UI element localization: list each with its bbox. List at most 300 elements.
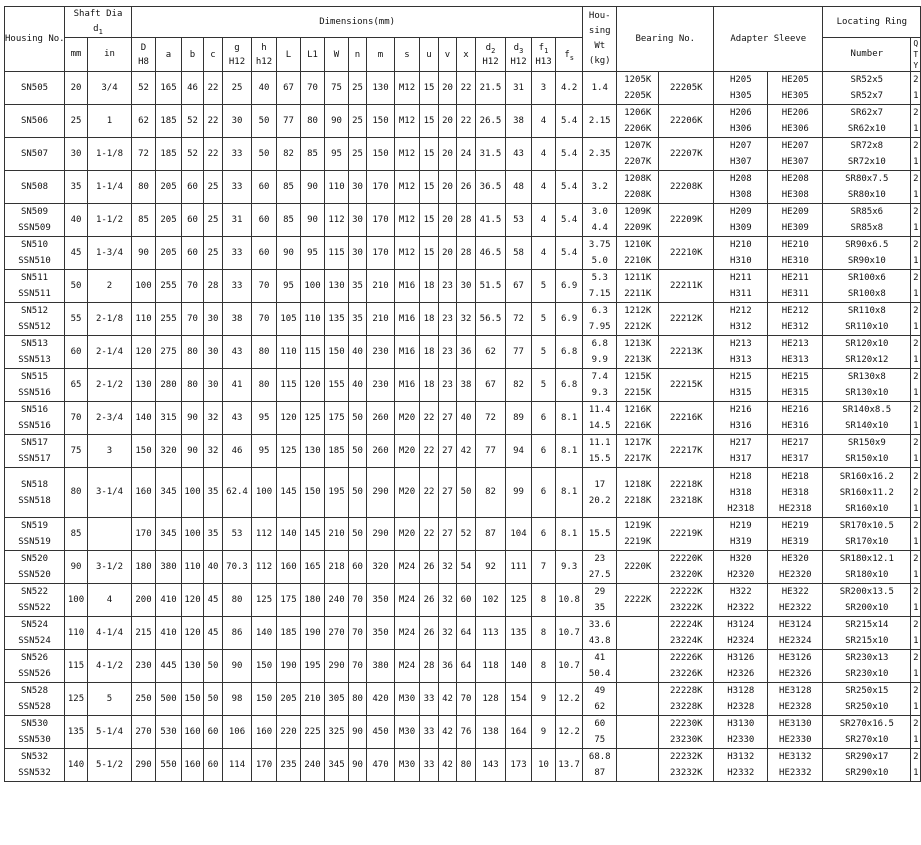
shaft-mm-cell: 75	[65, 435, 88, 468]
table-row	[5, 468, 921, 518]
shaft-in-cell: 2-3/4	[88, 402, 132, 435]
dim-cell: 130	[132, 369, 156, 402]
dim-cell: 45	[204, 617, 223, 650]
housing-cell: SN515 SSN516	[5, 369, 65, 402]
dim-cell: 10.7	[556, 617, 583, 650]
shaft-mm-cell: 135	[65, 716, 88, 749]
dim-cell: 445	[156, 650, 182, 683]
table-row	[5, 584, 921, 617]
bearing-no-cell: 1211K 2211K	[617, 270, 659, 303]
dim-cell: 20	[439, 105, 457, 138]
dim-cell: 90	[301, 204, 325, 237]
dim-cell: 210	[367, 270, 395, 303]
bearing-no-cell: 22220K 23220K	[659, 551, 714, 584]
dim-cell: 118	[476, 650, 506, 683]
shaft-in-cell: 5	[88, 683, 132, 716]
dim-cell: 26.5	[476, 105, 506, 138]
bearing-no-cell: 22217K	[659, 435, 714, 468]
dim-cell: 50	[349, 518, 367, 551]
dim-cell: 155	[325, 369, 349, 402]
shaft-in-cell: 4-1/4	[88, 617, 132, 650]
dim-cell: 10	[532, 749, 556, 782]
dim-cell: 82	[277, 138, 301, 171]
dim-cell: 135	[506, 617, 532, 650]
dim-cell: 30	[204, 369, 223, 402]
housing-weight-cell: 60 75	[583, 716, 617, 749]
dim-cell: 140	[506, 650, 532, 683]
dim-cell: 67	[506, 270, 532, 303]
dim-cell: M30	[395, 749, 420, 782]
dim-cell: 70	[349, 584, 367, 617]
dim-header-3: c	[204, 38, 223, 72]
dim-cell: M24	[395, 617, 420, 650]
dim-cell: 410	[156, 617, 182, 650]
dim-cell: 9	[532, 716, 556, 749]
bearing-no-cell	[617, 716, 659, 749]
qty-cell: 2 1	[911, 617, 921, 650]
dim-cell: 325	[325, 716, 349, 749]
dim-cell: 70	[349, 650, 367, 683]
dim-cell: M12	[395, 171, 420, 204]
dim-cell: 110	[182, 551, 204, 584]
dim-cell: 27	[439, 402, 457, 435]
dim-cell: 255	[156, 303, 182, 336]
housing-weight-cell: 11.1 15.5	[583, 435, 617, 468]
dim-cell: 6	[532, 435, 556, 468]
dim-cell: 36	[457, 336, 476, 369]
shaft-mm-cell: 25	[65, 105, 88, 138]
dim-header-17: $f_1$ H13	[532, 38, 556, 72]
dim-cell: 10.8	[556, 584, 583, 617]
dim-cell: M20	[395, 518, 420, 551]
dim-cell: 160	[182, 716, 204, 749]
dim-cell: 33	[420, 716, 439, 749]
housing-weight-cell: 29 35	[583, 584, 617, 617]
dim-cell: 82	[476, 468, 506, 518]
dim-cell: 8	[532, 584, 556, 617]
dim-cell: 345	[156, 468, 182, 518]
table-header	[5, 7, 921, 72]
shaft-mm-cell: 30	[65, 138, 88, 171]
bearing-no-cell: 22212K	[659, 303, 714, 336]
dim-cell: 290	[325, 650, 349, 683]
dim-cell: 8.1	[556, 435, 583, 468]
dim-cell: 32	[457, 303, 476, 336]
dim-cell: 12.2	[556, 683, 583, 716]
dim-cell: 135	[325, 303, 349, 336]
dim-cell: 145	[301, 518, 325, 551]
adapter-sleeve-cell: H3128 H2328	[714, 683, 768, 716]
dim-cell: 22	[204, 138, 223, 171]
bearing-no-cell: 22228K 23228K	[659, 683, 714, 716]
dim-cell: 18	[420, 369, 439, 402]
dim-cell: 190	[277, 650, 301, 683]
dim-cell: M12	[395, 72, 420, 105]
dim-cell: 225	[301, 716, 325, 749]
dim-cell: 4	[532, 237, 556, 270]
dim-cell: 15	[420, 237, 439, 270]
dim-cell: 150	[182, 683, 204, 716]
qty-cell: 2 1	[911, 683, 921, 716]
adapter-sleeve-cell: H209 H309	[714, 204, 768, 237]
dim-cell: 21.5	[476, 72, 506, 105]
bearing-no-cell: 22232K 23232K	[659, 749, 714, 782]
dim-header-10: m	[367, 38, 395, 72]
housing-weight-cell: 2.15	[583, 105, 617, 138]
table-row	[5, 369, 921, 402]
qty-cell: 2 1	[911, 584, 921, 617]
dim-cell: 100	[182, 518, 204, 551]
dim-cell: 125	[252, 584, 277, 617]
dim-cell: 170	[367, 171, 395, 204]
adapter-sleeve-cell: H216 H316	[714, 402, 768, 435]
dim-cell: 205	[156, 204, 182, 237]
dim-cell: 15	[420, 204, 439, 237]
qty-cell: 2 1	[911, 303, 921, 336]
adapter-sleeve-cell: H215 H315	[714, 369, 768, 402]
dim-cell: 290	[367, 468, 395, 518]
dim-cell: 43	[223, 336, 252, 369]
dim-cell: 60	[182, 171, 204, 204]
dim-cell: 9.3	[556, 551, 583, 584]
housing-weight-cell: 23 27.5	[583, 551, 617, 584]
dim-cell: 32	[439, 617, 457, 650]
dim-cell: 60	[204, 716, 223, 749]
dim-cell: 150	[301, 468, 325, 518]
dim-cell: 27	[439, 435, 457, 468]
dim-cell: 113	[476, 617, 506, 650]
dim-cell: M16	[395, 270, 420, 303]
dim-cell: 15	[420, 138, 439, 171]
dim-cell: 22	[457, 105, 476, 138]
dim-cell: 95	[252, 402, 277, 435]
bearing-no-cell: 1212K 2212K	[617, 303, 659, 336]
dim-cell: 67	[277, 72, 301, 105]
dim-cell: 89	[506, 402, 532, 435]
dim-cell: 120	[277, 402, 301, 435]
dim-cell: 100	[252, 468, 277, 518]
dim-cell: 20	[439, 72, 457, 105]
dim-cell: 70	[182, 303, 204, 336]
bearing-no-cell: 22222K 23222K	[659, 584, 714, 617]
dim-cell: 38	[223, 303, 252, 336]
shaft-mm-cell: 40	[65, 204, 88, 237]
bearing-no-cell: 22218K 23218K	[659, 468, 714, 518]
dim-cell: 40	[457, 402, 476, 435]
bearing-no-cell: 1207K 2207K	[617, 138, 659, 171]
dim-cell: 22	[204, 72, 223, 105]
housing-cell: SN532 SSN532	[5, 749, 65, 782]
qty-cell: 2 1	[911, 171, 921, 204]
dim-cell: 60	[204, 749, 223, 782]
dim-cell: 110	[132, 303, 156, 336]
dim-cell: 170	[252, 749, 277, 782]
adapter-sleeve-cell: H219 H319	[714, 518, 768, 551]
dim-header-15: $d_2$ H12	[476, 38, 506, 72]
table-row	[5, 303, 921, 336]
shaft-in-cell: 1-1/4	[88, 171, 132, 204]
dim-cell: 77	[476, 435, 506, 468]
housing-weight-cell: 68.8 87	[583, 749, 617, 782]
dim-cell: 180	[132, 551, 156, 584]
dim-cell: 4.2	[556, 72, 583, 105]
dim-cell: 114	[223, 749, 252, 782]
qty-cell: 2 1	[911, 435, 921, 468]
dim-cell: 48	[506, 171, 532, 204]
qty-cell: 2 1	[911, 105, 921, 138]
dim-cell: 28	[457, 237, 476, 270]
dim-cell: 22	[420, 518, 439, 551]
adapter-sleeve-cell: HE206 HE306	[768, 105, 823, 138]
adapter-sleeve-cell: HE211 HE311	[768, 270, 823, 303]
housing-cell: SN517 SSN517	[5, 435, 65, 468]
dim-cell: 50	[457, 468, 476, 518]
dim-cell: 50	[252, 105, 277, 138]
locating-ring-cell: SR90x6.5 SR90x10	[823, 237, 911, 270]
dim-cell: 154	[506, 683, 532, 716]
dim-cell: 160	[277, 551, 301, 584]
dim-cell: 52	[457, 518, 476, 551]
table-body	[5, 72, 921, 782]
dim-cell: 33	[223, 138, 252, 171]
shaft-in-cell: 2-1/8	[88, 303, 132, 336]
dim-cell: 60	[457, 584, 476, 617]
dim-cell: 210	[367, 303, 395, 336]
housing-header: Housing No.	[5, 7, 65, 72]
dim-header-13: v	[439, 38, 457, 72]
dim-cell: 90	[325, 105, 349, 138]
adapter-sleeve-cell: H3126 H2326	[714, 650, 768, 683]
dim-cell: 52	[182, 105, 204, 138]
adapter-sleeve-cell: HE3132 HE2332	[768, 749, 823, 782]
dim-cell: M16	[395, 303, 420, 336]
dim-cell: 60	[349, 551, 367, 584]
adapter-sleeve-cell: HE219 HE319	[768, 518, 823, 551]
dim-cell: 290	[132, 749, 156, 782]
dim-cell: M20	[395, 402, 420, 435]
adapter-sleeve-cell: H210 H310	[714, 237, 768, 270]
dim-cell: 530	[156, 716, 182, 749]
dim-cell: 54	[457, 551, 476, 584]
qty-header: QTY	[911, 38, 921, 72]
dim-cell: 195	[301, 650, 325, 683]
dim-cell: 112	[252, 518, 277, 551]
bearing-no-cell: 22230K 23230K	[659, 716, 714, 749]
shaft-in-cell: 1-1/2	[88, 204, 132, 237]
dim-cell: 42	[439, 716, 457, 749]
dim-cell: 18	[420, 336, 439, 369]
locating-ring-cell: SR270x16.5 SR270x10	[823, 716, 911, 749]
dim-cell: 53	[223, 518, 252, 551]
dim-cell: 64	[457, 617, 476, 650]
dim-cell: 125	[277, 435, 301, 468]
dim-header-2: b	[182, 38, 204, 72]
adapter-sleeve-cell: HE213 HE313	[768, 336, 823, 369]
dim-cell: 4	[532, 138, 556, 171]
dim-cell: 5	[532, 303, 556, 336]
dim-cell: 185	[156, 105, 182, 138]
adapter-sleeve-cell: H205 H305	[714, 72, 768, 105]
dim-cell: 6.8	[556, 369, 583, 402]
dim-cell: 320	[367, 551, 395, 584]
dim-cell: 5	[532, 369, 556, 402]
bearing-no-cell	[617, 749, 659, 782]
table-row	[5, 171, 921, 204]
locating-ring-cell: SR250x15 SR250x10	[823, 683, 911, 716]
dim-cell: 70	[252, 303, 277, 336]
dim-cell: 30	[204, 336, 223, 369]
shaft-in-cell: 3	[88, 435, 132, 468]
dim-cell: 35	[204, 518, 223, 551]
dim-cell: 160	[132, 468, 156, 518]
shaft-mm-cell: 125	[65, 683, 88, 716]
housing-weight-cell: 15.5	[583, 518, 617, 551]
dim-cell: 220	[277, 716, 301, 749]
housing-weight-cell: 3.75 5.0	[583, 237, 617, 270]
dim-cell: 36	[439, 650, 457, 683]
locating-ring-cell: SR290x17 SR290x10	[823, 749, 911, 782]
dim-header-16: $d_3$ H12	[506, 38, 532, 72]
dim-cell: 23	[439, 270, 457, 303]
housing-cell: SN518 SSN518	[5, 468, 65, 518]
bearing-no-cell: 22208K	[659, 171, 714, 204]
dim-cell: 75	[325, 72, 349, 105]
housing-weight-cell: 1.4	[583, 72, 617, 105]
dim-cell: 80	[223, 584, 252, 617]
adapter-sleeve-cell: HE217 HE317	[768, 435, 823, 468]
dim-cell: 9	[532, 683, 556, 716]
housing-spec-table	[4, 6, 921, 782]
dim-cell: 380	[156, 551, 182, 584]
dim-cell: 255	[156, 270, 182, 303]
adapter-sleeve-cell: H212 H312	[714, 303, 768, 336]
housing-weight-cell: 6.3 7.95	[583, 303, 617, 336]
dim-cell: 165	[156, 72, 182, 105]
shaft-in-cell	[88, 518, 132, 551]
dim-cell: 10.7	[556, 650, 583, 683]
dim-cell: 56.5	[476, 303, 506, 336]
dim-cell: 138	[476, 716, 506, 749]
dim-cell: 80	[132, 171, 156, 204]
dim-cell: 50	[204, 650, 223, 683]
dim-cell: 260	[367, 435, 395, 468]
housing-weight-header: Hou- sing Wt (kg)	[583, 7, 617, 72]
mm-header: mm	[65, 38, 88, 72]
dim-cell: 6	[532, 518, 556, 551]
dim-cell: M12	[395, 237, 420, 270]
housing-cell: SN522 SSN522	[5, 584, 65, 617]
dim-cell: 6.8	[556, 336, 583, 369]
dim-cell: 70	[182, 270, 204, 303]
dim-cell: M12	[395, 138, 420, 171]
dim-cell: 345	[325, 749, 349, 782]
dim-cell: 170	[367, 237, 395, 270]
qty-cell: 2 1	[911, 270, 921, 303]
dim-cell: 85	[301, 138, 325, 171]
dim-cell: 31	[223, 204, 252, 237]
dim-cell: 82	[506, 369, 532, 402]
dim-cell: 205	[277, 683, 301, 716]
adapter-sleeve-cell: HE320 HE2320	[768, 551, 823, 584]
dim-cell: 50	[349, 468, 367, 518]
dim-cell: 270	[325, 617, 349, 650]
dim-cell: 100	[132, 270, 156, 303]
dim-cell: 550	[156, 749, 182, 782]
locating-ring-cell: SR110x8 SR110x10	[823, 303, 911, 336]
locating-ring-cell: SR80x7.5 SR80x10	[823, 171, 911, 204]
dim-cell: 128	[476, 683, 506, 716]
dim-cell: 46	[182, 72, 204, 105]
bearing-no-cell: 1219K 2219K	[617, 518, 659, 551]
qty-cell: 2 1	[911, 204, 921, 237]
bearing-no-cell: 22211K	[659, 270, 714, 303]
dim-cell: 4	[532, 105, 556, 138]
dim-cell: 90	[182, 435, 204, 468]
adapter-sleeve-cell: H208 H308	[714, 171, 768, 204]
qty-cell: 2 1	[911, 369, 921, 402]
dim-cell: 80	[349, 683, 367, 716]
shaft-dia-label: Shaft Dia	[73, 9, 123, 19]
dim-cell: 111	[506, 551, 532, 584]
shaft-mm-cell: 50	[65, 270, 88, 303]
housing-cell: SN509 SSN509	[5, 204, 65, 237]
table-row	[5, 617, 921, 650]
dim-cell: 345	[156, 518, 182, 551]
table-row	[5, 650, 921, 683]
dim-cell: 6	[532, 402, 556, 435]
dim-cell: 62	[476, 336, 506, 369]
dim-cell: 40	[349, 336, 367, 369]
dim-cell: 5.4	[556, 138, 583, 171]
dim-cell: 77	[277, 105, 301, 138]
dim-cell: 86	[223, 617, 252, 650]
qty-cell: 2 2 1	[911, 468, 921, 518]
dim-cell: 410	[156, 584, 182, 617]
locating-ring-cell: SR72x8 SR72x10	[823, 138, 911, 171]
housing-weight-cell: 3.0 4.4	[583, 204, 617, 237]
bearing-no-cell: 22219K	[659, 518, 714, 551]
bearing-no-header: Bearing No.	[617, 7, 714, 72]
dim-cell: 32	[204, 402, 223, 435]
shaft-in-cell: 5-1/4	[88, 716, 132, 749]
dim-cell: 470	[367, 749, 395, 782]
dim-cell: 25	[204, 237, 223, 270]
locating-ring-cell: SR230x13 SR230x10	[823, 650, 911, 683]
dim-cell: 280	[156, 369, 182, 402]
dim-cell: 62	[132, 105, 156, 138]
dim-cell: 94	[506, 435, 532, 468]
bearing-no-cell: 1218K 2218K	[617, 468, 659, 518]
dim-cell: 30	[457, 270, 476, 303]
dim-cell: 8	[532, 650, 556, 683]
dim-cell: 95	[301, 237, 325, 270]
dim-cell: 77	[506, 336, 532, 369]
bearing-no-cell: 1206K 2206K	[617, 105, 659, 138]
dim-cell: 218	[325, 551, 349, 584]
adapter-sleeve-cell: H211 H311	[714, 270, 768, 303]
housing-cell: SN520 SSN520	[5, 551, 65, 584]
dim-cell: 8.1	[556, 518, 583, 551]
adapter-sleeve-cell: HE3126 HE2326	[768, 650, 823, 683]
bearing-no-cell: 1205K 2205K	[617, 72, 659, 105]
dim-cell: 90	[223, 650, 252, 683]
adapter-sleeve-cell: HE218 HE318 HE2318	[768, 468, 823, 518]
adapter-sleeve-cell: H3132 H2332	[714, 749, 768, 782]
dim-cell: 33	[223, 270, 252, 303]
dim-cell: M12	[395, 204, 420, 237]
dim-cell: 235	[277, 749, 301, 782]
dim-cell: 112	[252, 551, 277, 584]
